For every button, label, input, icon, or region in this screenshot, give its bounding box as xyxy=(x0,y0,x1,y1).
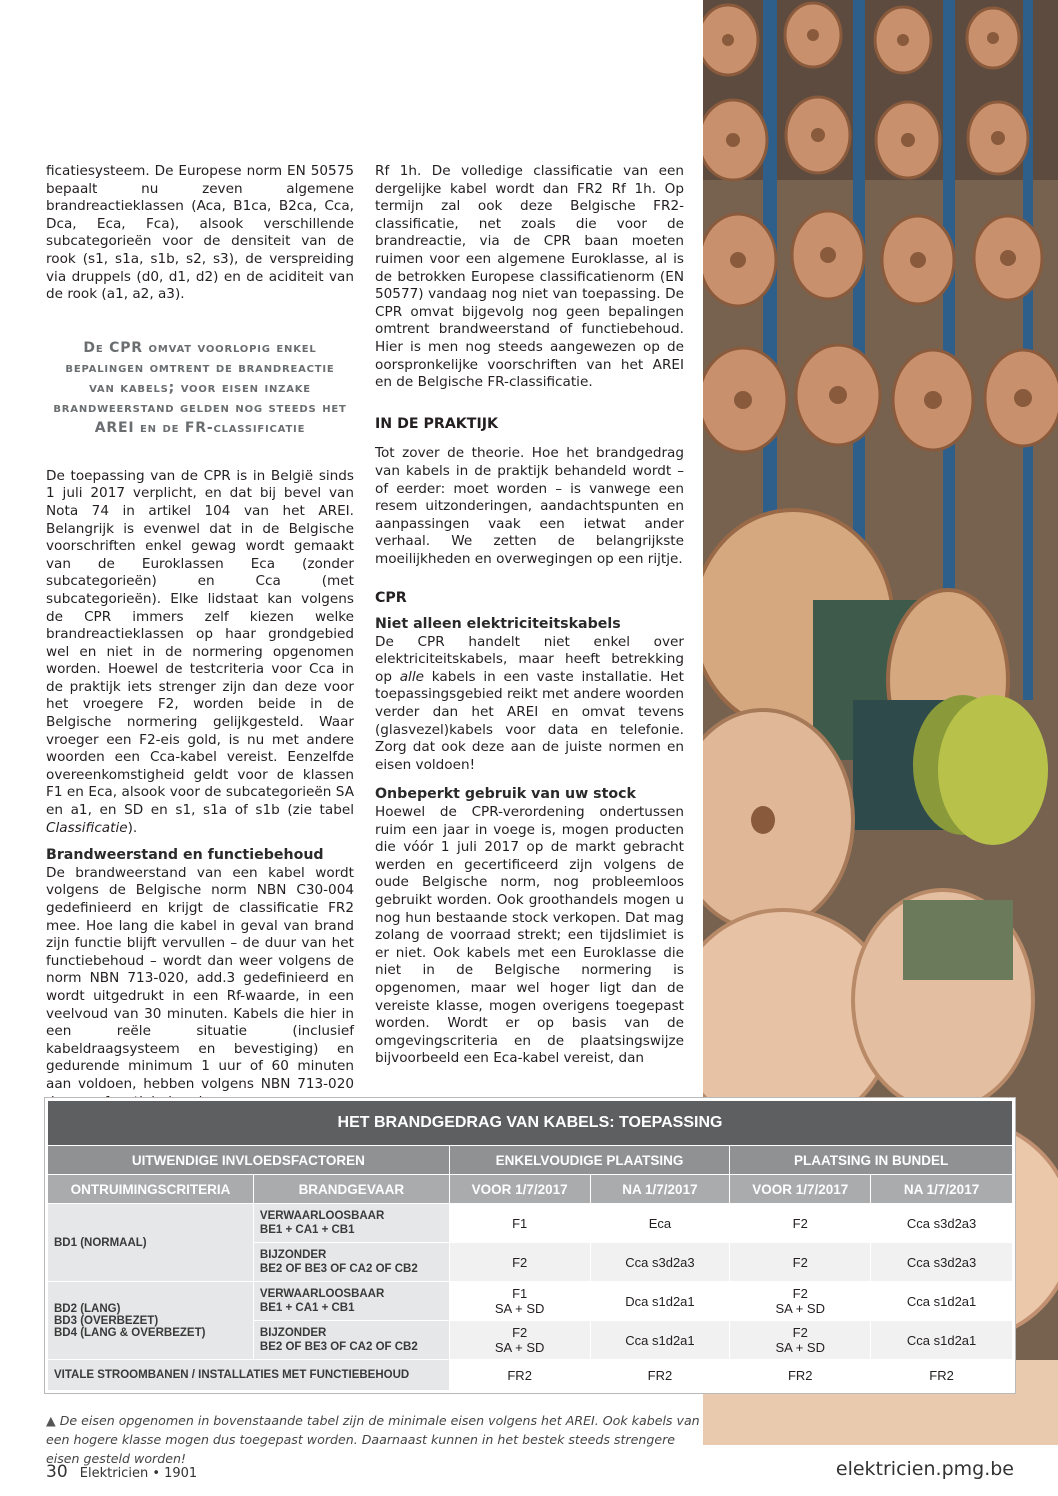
section-heading: IN DE PRAKTIJK xyxy=(375,415,499,432)
table-cell: Eca xyxy=(590,1204,730,1243)
table-header: VOOR 1/7/2017 xyxy=(730,1175,871,1204)
table-cell: F2 xyxy=(730,1243,871,1282)
table-cell: FR2 xyxy=(590,1360,730,1391)
fire-risk-cell: BIJZONDER BE2 OF BE3 OF CA2 OF CB2 xyxy=(253,1243,449,1282)
table-cell: F2 SA + SD xyxy=(730,1282,871,1321)
paragraph: De CPR handelt niet enkel over elektriciteitskabels, maar heeft betrekking op alle kabels in een vaste installatie. Het toepassingsgebied reikt met andere woorden verder dan het AREI en omvat tevens (glasvezel)kabels voor data en telefonie. Zorg dat ook deze aan de juiste normen en eisen voldoen! xyxy=(375,633,684,773)
table-header: UITWENDIGE INVLOEDSFACTOREN xyxy=(48,1146,450,1175)
paragraph: Rf 1h. De volledige classificatie van een dergelijke kabel wordt dan FR2 Rf 1h. Op termijn zal ook deze Belgische FR2-classificatie, net zoals die voor de brandreactie, via de CPR baan moeten ruimen voor een algemene Euroklasse, al is de betrokken Europese classificatienorm (EN 50577) vandaag nog niet van toepassing. De CPR omvat bijgevolg nog geen bepalingen omtrent brandweerstand of functiebehoud. Hier is men nog steeds aangewezen op de oorspronkelijke voorschriften van het AREI en de Belgische FR-classificatie. xyxy=(375,163,684,391)
table-title: HET BRANDGEDRAG VAN KABELS: TOEPASSING xyxy=(48,1101,1013,1146)
fire-risk-cell: VERWAARLOOSBAAR BE1 + CA1 + CB1 xyxy=(253,1204,449,1243)
table-cell: FR2 xyxy=(730,1360,871,1391)
table-cell: Cca s3d2a3 xyxy=(590,1243,730,1282)
website-link[interactable]: elektricien.pmg.be xyxy=(835,1458,1014,1480)
paragraph: Tot zover de theorie. Hoe het brandgedrag van kabels in de praktijk behandeld wordt – of eerder: moet worden – is vanwege een resem uitzonderingen, aandachtspunten en aanpassingen vaak een ietwat ander verhaal. We zetten de belangrijkste moeilijkheden en overwegingen op een rijtje. xyxy=(375,445,684,567)
page-footer xyxy=(46,1462,197,1482)
paragraph: Hoewel de CPR-verordening ondertussen ruim een jaar in voege is, mogen producten die vóór 1 juli 2017 op de markt gebracht werden en gecertificeerd zijn volgens de oude Belgische norm, nog probleemloos gebruikt worden. Ook groothandels mogen u nog hun bestaande stock verkopen. Dat mag zolang de voorraad strekt; een tijdslimiet is er niet. Ook kabels met een Euroklasse die niet in de Belgische normering is opgenomen, maar wel hoger ligt dan de vereiste klasse, mogen overigens toegepast worden. Wordt er op basis van de omgevingscriteria en de plaatsingswijze bijvoorbeeld een Eca-kabel vereist, dan xyxy=(375,804,684,1067)
table-row xyxy=(48,1282,1013,1321)
fire-risk-cell: BIJZONDER BE2 OF BE3 OF CA2 OF CB2 xyxy=(253,1321,449,1360)
table-cell: Cca s1d2a1 xyxy=(590,1321,730,1360)
table-cell: F2 xyxy=(730,1204,871,1243)
row-group-label: BD2 (LANG) BD3 (OVERBEZET) BD4 (LANG & OVERBEZET) xyxy=(48,1282,254,1360)
subheading: Niet alleen elektriciteitskabels xyxy=(375,616,621,633)
paragraph: De brandweerstand van een kabel wordt volgens de Belgische norm NBN C30-004 gedefinieerd en krijgt de classificatie FR2 mee. Hoe lang die kabel in geval van brand zijn functie blijft vervullen – de duur van het functiebehoud – wordt dan weer volgens de norm NBN 713-020, add.3 gedefinieerd en wordt uitgedrukt in een Rf-waarde, in een veelvoud van 30 minuten. Kabels die hier in een reële situatie (inclusief kabeldraagsysteem en bevestiging) en gedurende minimum 1 uur of 60 minuten aan voldoen, hebben volgens NBN 713-020 xyxy=(46,864,354,1092)
table-cell: Dca s1d2a1 xyxy=(590,1282,730,1321)
table-header: PLAATSING IN BUNDEL xyxy=(730,1146,1013,1175)
table-header: BRANDGEVAAR xyxy=(253,1175,449,1204)
pull-quote: De CPR omvat voorlopig enkel bepalingen omtrent de brandreactie van kabels; voor eisen inzake brandweerstand gelden nog steeds het AREI en de FR-classificatie xyxy=(53,339,347,436)
table-cell: Cca s1d2a1 xyxy=(871,1282,1013,1321)
table-cell: F1 SA + SD xyxy=(449,1282,590,1321)
article-column-1 xyxy=(46,163,354,1111)
magazine-issue: Elektricien • 1901 xyxy=(79,1466,198,1481)
table-cell: Cca s1d2a1 xyxy=(871,1321,1013,1360)
table-cell: F2 SA + SD xyxy=(730,1321,871,1360)
triangle-marker-icon: ▲ xyxy=(46,1413,56,1428)
paragraph: De toepassing van de CPR is in België sinds 1 juli 2017 verplicht, en dat bij bevel van Nota 74 in artikel 104 van het AREI. Belangrijk is evenwel dat in de Belgische voorschriften enkel gewag wordt gemaakt van de Euroklassen Eca (zonder subcategorieën) en Cca (met subcategorieën). Elke lidstaat kan volgens de CPR immers zelf kiezen welke brandreactieklassen op haar grondgebied wel en niet in de normering opgenomen worden. Hoewel de testcriteria voor Cca in de praktijk iets strenger zijn dan deze voor het vroegere F2, worden beide in de Belgische normering gelijkgesteld. Waar vroeger een F2-eis gold, is nu met andere woorden een Cca-kabel vereist. Eenzelfde overeenkomstigheid geldt voor de klassen F1 en Eca, alsook voor de subcategorieën SA en a1, en SD en s1, s1a of s1b (zie tabel Classificatie). xyxy=(46,467,354,836)
table-header: ONTRUIMINGSCRITERIA xyxy=(48,1175,254,1204)
table-header: NA 1/7/2017 xyxy=(871,1175,1013,1204)
table-cell: Cca s3d2a3 xyxy=(871,1243,1013,1282)
table-header: VOOR 1/7/2017 xyxy=(449,1175,590,1204)
table-caption: ▲ De eisen opgenomen in bovenstaande tabel zijn de minimale eisen volgens het AREI. Ook kabels van een hogere klasse mogen dus toegepast worden. Daarnaast kunnen in het bestek steeds strengere eisen gesteld worden! xyxy=(46,1413,700,1466)
article-column-2 xyxy=(375,163,684,1068)
subheading: Brandweerstand en functiebehoud xyxy=(46,847,324,864)
page-number: 30 xyxy=(46,1462,68,1482)
table-row xyxy=(48,1204,1013,1243)
row-group-label: VITALE STROOMBANEN / INSTALLATIES MET FUNCTIEBEHOUD xyxy=(48,1360,450,1391)
fire-risk-cell: VERWAARLOOSBAAR BE1 + CA1 + CB1 xyxy=(253,1282,449,1321)
table-cell: Cca s3d2a3 xyxy=(871,1204,1013,1243)
table-cell: F2 xyxy=(449,1243,590,1282)
table-header: ENKELVOUDIGE PLAATSING xyxy=(449,1146,730,1175)
table-cell: F2 SA + SD xyxy=(449,1321,590,1360)
table-header: NA 1/7/2017 xyxy=(590,1175,730,1204)
table-cell: FR2 xyxy=(449,1360,590,1391)
paragraph: ficatiesysteem. De Europese norm EN 50575 bepaalt nu zeven algemene brandreactieklassen (Aca, B1ca, B2ca, Cca, Dca, Eca, Fca), alsook verschillende subcategorieën voor de densiteit van de rook (s1, s1a, s1b, s2, s3), de verspreiding via druppels (d0, d1, d2) en de aciditeit van de rook (a1, a2, a3). xyxy=(46,163,354,303)
fire-behaviour-table xyxy=(44,1097,1016,1394)
table-cell: F1 xyxy=(449,1204,590,1243)
section-heading: CPR xyxy=(375,590,407,607)
row-group-label: BD1 (NORMAAL) xyxy=(48,1204,254,1282)
table-cell: FR2 xyxy=(871,1360,1013,1391)
subheading: Onbeperkt gebruik van uw stock xyxy=(375,786,636,803)
table-row xyxy=(48,1360,1013,1391)
